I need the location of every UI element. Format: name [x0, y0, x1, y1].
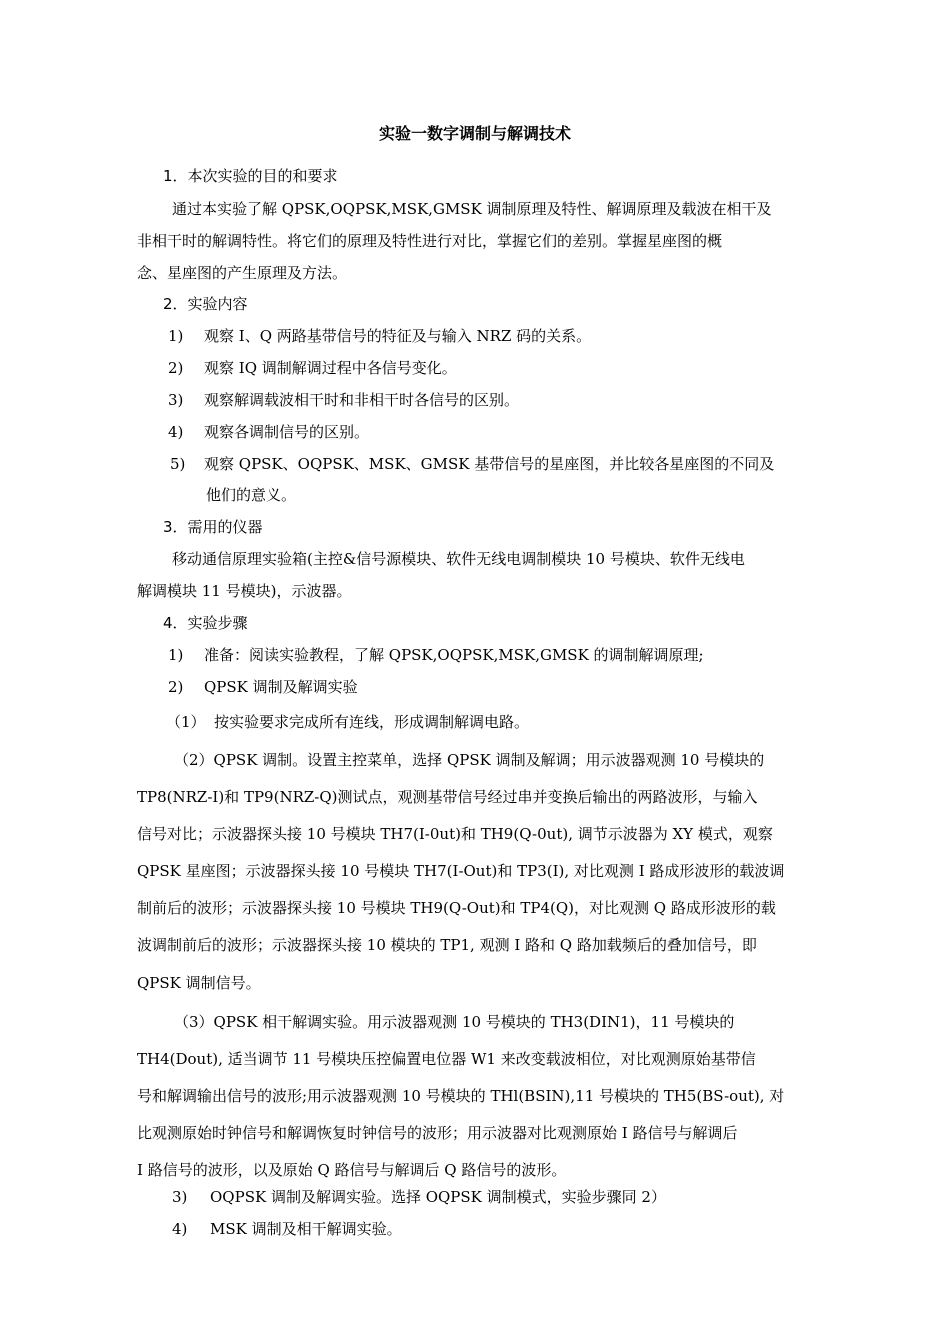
document-title: 实验一数字调制与解调技术: [378, 124, 571, 143]
paragraph-line: 制前后的波形；示波器探头接 10 号模块 TH9(Q-Out)和 TP4(Q)，对比观测 Q 路成形波形的载: [137, 899, 776, 917]
paragraph-line: QPSK 调制信号。: [137, 974, 261, 992]
list-number: 4): [168, 423, 184, 441]
list-item: OQPSK 调制及解调实验。选择 OQPSK 调制模式，实验步骤同 2）: [210, 1188, 666, 1206]
paragraph-line: 号和解调输出信号的波形;用示波器观测 10 号模块的 THl(BSIN),11 号模块的 TH5(BS-out), 对: [137, 1087, 785, 1105]
section-heading-objectives: 1．本次实验的目的和要求: [163, 167, 338, 185]
paragraph-line: I 路信号的波形，以及原始 Q 路信号与解调后 Q 路信号的波形。: [137, 1161, 567, 1179]
list-number: 3): [168, 391, 184, 409]
list-item: QPSK 调制及解调实验: [204, 678, 358, 696]
paragraph-line: 念、星座图的产生原理及方法。: [137, 264, 348, 282]
list-number: 2): [168, 359, 184, 377]
list-item: 观察解调载波相干时和非相干时各信号的区别。: [204, 391, 520, 409]
list-number: 1): [168, 646, 184, 664]
list-number: 5): [170, 455, 186, 473]
list-item: 观察各调制信号的区别。: [204, 423, 370, 441]
sub-step-text: 按实验要求完成所有连线，形成调制解调电路。: [214, 713, 530, 731]
paragraph-line: 非相干时的解调特性。将它们的原理及特性进行对比，掌握它们的差别。掌握星座图的概: [137, 232, 723, 250]
section-heading-steps: 4．实验步骤: [163, 614, 248, 632]
paragraph-line: （2）QPSK 调制。设置主控菜单，选择 QPSK 调制及解调；用示波器观测 10 号模块的: [174, 751, 765, 769]
list-item: MSK 调制及相干解调实验。: [210, 1220, 402, 1238]
section-heading-instruments: 3．需用的仪器: [163, 518, 263, 536]
paragraph-line: TH4(Dout), 适当调节 11 号模块压控偏置电位器 W1 来改变载波相位，对比观测原始基带信: [137, 1050, 756, 1068]
list-item: 观察 IQ 调制解调过程中各信号变化。: [204, 359, 457, 377]
list-item-continuation: 他们的意义。: [206, 486, 297, 504]
list-number: 1): [168, 327, 184, 345]
paragraph-line: （3）QPSK 相干解调实验。用示波器观测 10 号模块的 TH3(DIN1)，11 号模块的: [174, 1013, 735, 1031]
list-item: 观察 I、Q 两路基带信号的特征及与输入 NRZ 码的关系。: [204, 327, 592, 345]
paragraph-line: 比观测原始时钟信号和解调恢复时钟信号的波形；用示波器对比观测原始 I 路信号与解调后: [137, 1124, 738, 1142]
sub-step-number: （1）: [166, 713, 206, 731]
list-number: 4): [172, 1220, 188, 1238]
paragraph-line: QPSK 星座图；示波器探头接 10 号模块 TH7(I-Out)和 TP3(I), 对比观测 I 路成形波形的载波调: [137, 862, 785, 880]
list-number: 2): [168, 678, 184, 696]
list-number: 3): [172, 1188, 188, 1206]
list-item: 准备：阅读实验教程，了解 QPSK,OQPSK,MSK,GMSK 的调制解调原理;: [204, 646, 704, 664]
list-item: 观察 QPSK、OQPSK、MSK、GMSK 基带信号的星座图，并比较各星座图的不同及: [204, 455, 775, 473]
paragraph-line: 信号对比；示波器探头接 10 号模块 TH7(I-0ut)和 TH9(Q-0ut), 调节示波器为 XY 模式，观察: [137, 825, 773, 843]
paragraph-line: 通过本实验了解 QPSK,OQPSK,MSK,GMSK 调制原理及特性、解调原理及载波在相干及: [172, 200, 772, 218]
section-heading-content: 2．实验内容: [163, 295, 248, 313]
paragraph-line: 移动通信原理实验箱(主控&信号源模块、软件无线电调制模块 10 号模块、软件无线电: [172, 550, 745, 568]
paragraph-line: 波调制前后的波形；示波器探头接 10 模块的 TP1, 观测 I 路和 Q 路加载频后的叠加信号，即: [137, 936, 757, 954]
paragraph-line: 解调模块 11 号模块)，示波器。: [137, 582, 352, 600]
paragraph-line: TP8(NRZ-I)和 TP9(NRZ-Q)测试点，观测基带信号经过串并变换后输出的两路波形，与输入: [137, 788, 758, 806]
